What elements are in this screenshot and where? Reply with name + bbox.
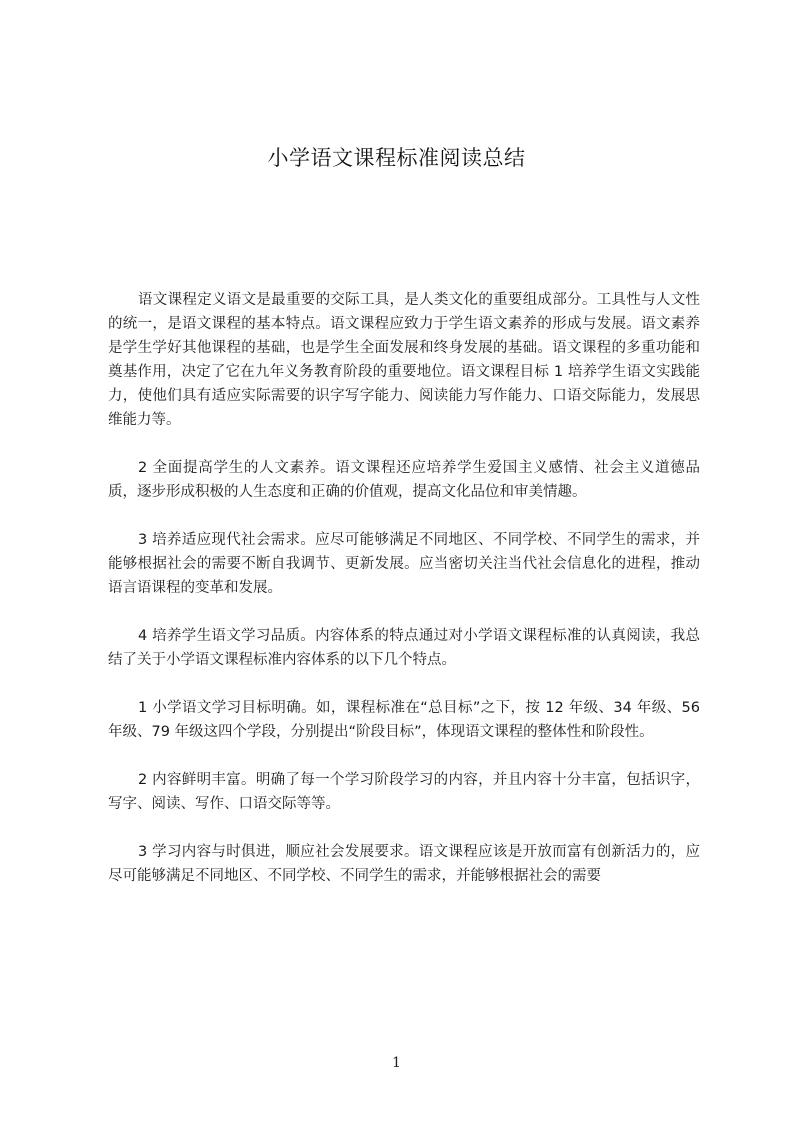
paragraph: 4 培养学生语文学习品质。内容体系的特点通过对小学语文课程标准的认真阅读，我总结了关于小学语文课程标准内容体系的以下几个特点。 — [108, 628, 700, 668]
page-number: 1 — [392, 1055, 401, 1071]
paragraph: 语文课程定义语文是最重要的交际工具，是人类文化的重要组成部分。工具性与人文性的统一，是语文课程的基本特点。语文课程应致力于学生语文素养的形成与发展。语文素养是学生学好其他课程的基础，也是学生全面发展和终身发展的基础。语文课程的多重功能和奠基作用，决定了它在九年义务教育阶段的重要地位。语文课程目标 1 培养学生语文实践能力，使他们具有适应实际需要的识字写字能力、阅读能力写作能力、口语交际能力，发展思维能力等。 — [108, 292, 700, 428]
paragraph: 2 全面提高学生的人文素养。语文课程还应培养学生爱国主义感情、社会主义道德品质，逐步形成积极的人生态度和正确的价值观，提高文化品位和审美情趣。 — [108, 460, 700, 500]
paragraph: 2 内容鲜明丰富。明确了每一个学习阶段学习的内容，并且内容十分丰富，包括识字，写字、阅读、写作、口语交际等等。 — [108, 772, 700, 812]
paragraph: 3 学习内容与时俱进，顺应社会发展要求。语文课程应该是开放而富有创新活力的，应尽可能够满足不同地区、不同学校、不同学生的需求，并能够根据社会的需要 — [108, 844, 700, 884]
document-title: 小学语文课程标准阅读总结 — [267, 146, 526, 170]
document-body — [108, 288, 700, 912]
paragraph: 3 培养适应现代社会需求。应尽可能够满足不同地区、不同学校、不同学生的需求，并能够根据社会的需要不断自我调节、更新发展。应当密切关注当代社会信息化的进程，推动语言语课程的变革和发展。 — [108, 532, 700, 596]
paragraph: 1 小学语文学习目标明确。如，课程标准在“总目标”之下，按 12 年级、34 年级、56 年级、79 年级这四个学段，分别提出“阶段目标”，体现语文课程的整体性和阶段性。 — [108, 700, 700, 740]
